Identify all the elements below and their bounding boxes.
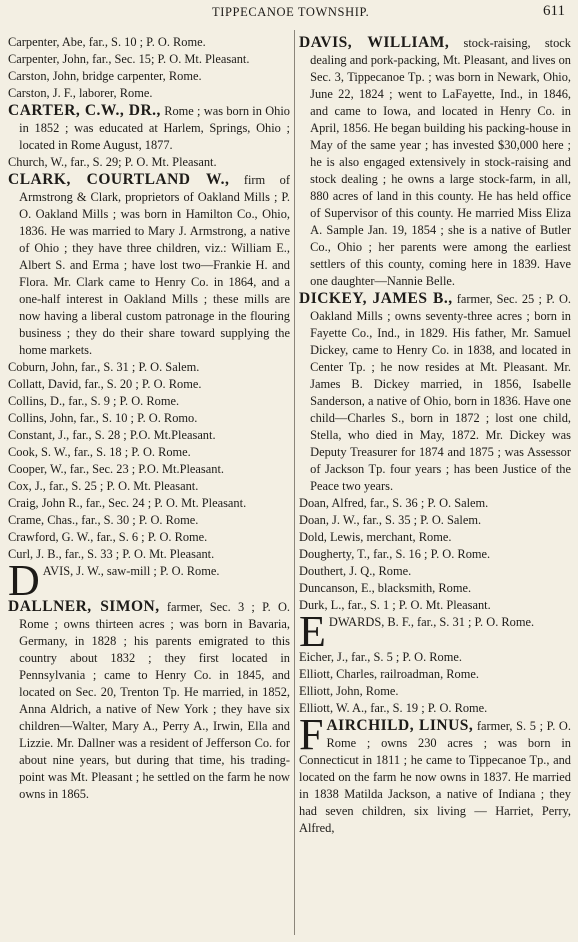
entry-name: AIRCHILD, LINUS, xyxy=(326,717,474,734)
directory-entry: Duncanson, E., blacksmith, Rome. xyxy=(299,581,472,595)
directory-entry: Cox, J., far., S. 25 ; P. O. Mt. Pleasant. xyxy=(8,479,199,493)
directory-entry: Carston, J. F., laborer, Rome. xyxy=(8,86,153,100)
directory-entry: Dougherty, T., far., S. 16 ; P. O. Rome. xyxy=(299,547,491,561)
drop-cap-initial: F xyxy=(299,710,324,759)
biography-entry xyxy=(8,171,290,359)
directory-entry: Doan, J. W., far., S. 35 ; P. O. Salem. xyxy=(299,513,482,527)
directory-entry: Collins, D., far., S. 9 ; P. O. Rome. xyxy=(8,394,180,408)
directory-entry: Dold, Lewis, merchant, Rome. xyxy=(299,530,452,544)
directory-entry: Carpenter, Abe, far., S. 10 ; P. O. Rome. xyxy=(8,35,206,49)
directory-entry: Coburn, John, far., S. 31 ; P. O. Salem. xyxy=(8,360,200,374)
entry-name: DAVIS, WILLIAM, xyxy=(299,34,450,51)
entry-text: DWARDS, B. F., far., S. 31 ; P. O. Rome. xyxy=(328,615,535,629)
directory-entry: Elliott, W. A., far., S. 19 ; P. O. Rome. xyxy=(299,701,488,715)
biography-entry xyxy=(8,598,290,803)
biography-entry xyxy=(299,34,571,290)
entry-text: firm of Armstrong & Clark, proprietors of Oakland Mills ; P. O. Oakland Mills ; was born in Hamilton Co., Ohio, 1836. He was married to Mary J. Armstrong, a native of Ohio ; they have three children, viz.: William E., Albert S. and Erma ; have lost two—Frankie H. and Flora. Mr. Clark came to Henry Co. in 1864, and a one-half interest in Oakland Mills ; these mills are now having a liberal custom patronage in the flouring business ; they do their share toward supplying the home markets. xyxy=(19,173,290,357)
biography-entry xyxy=(8,102,290,154)
entry-name: DICKEY, JAMES B., xyxy=(299,290,453,307)
directory-entry: Constant, J., far., S. 28 ; P.O. Mt.Pleasant. xyxy=(8,428,216,442)
directory-entry: Craig, John R., far., Sec. 24 ; P. O. Mt. Pleasant. xyxy=(8,496,247,510)
directory-entry: Curl, J. B., far., S. 33 ; P. O. Mt. Pleasant. xyxy=(8,547,215,561)
entry-name: CARTER, C.W., DR., xyxy=(8,102,161,119)
entry-text: stock-raising, stock dealing and pork-packing, Mt. Pleasant, and lives on Sec. 3, Tippecanoe Tp. ; was born in Newark, Ohio, June 22, 1824 ; went to LaFayette, Ind., in 1846, and came to Iowa, and located in Henry Co. in April, 1856. He began building his packing-house in May of the same year ; has invested $30,000 here ; he is also engaged extensively in stock-raising and stock dealing ; he owns a large stock-farm, in all, 880 acres of land in this county. He has held office of Supervisor of this county. He married Miss Eliza A. Sample Jan. 19, 1854 ; she is a native of Butler Co., Ohio ; her parents were among the earliest settlers of this county, coming here in 1839. Have one daughter—Nannie Belle. xyxy=(310,36,571,288)
directory-entry: Elliott, Charles, railroadman, Rome. xyxy=(299,667,479,681)
directory-entry: Eicher, J., far., S. 5 ; P. O. Rome. xyxy=(299,650,462,664)
running-title: TIPPECANOE TOWNSHIP. xyxy=(212,5,370,19)
drop-cap-initial: D xyxy=(8,556,40,605)
entry-text: AVIS, J. W., saw-mill ; P. O. Rome. xyxy=(42,564,220,578)
section-initial-entry xyxy=(8,556,290,605)
directory-entry: Cooper, W., far., Sec. 23 ; P.O. Mt.Pleasant. xyxy=(8,462,224,476)
directory-entry: Cook, S. W., far., S. 18 ; P. O. Rome. xyxy=(8,445,191,459)
directory-entry: Collatt, David, far., S. 20 ; P. O. Rome. xyxy=(8,377,202,391)
directory-entry: Durk, L., far., S. 1 ; P. O. Mt. Pleasant. xyxy=(299,598,491,612)
page-number: 611 xyxy=(543,3,565,19)
section-initial-entry xyxy=(299,607,571,656)
directory-entry: Doan, Alfred, far., S. 36 ; P. O. Salem. xyxy=(299,496,489,510)
directory-entry: Church, W., far., S. 29; P. O. Mt. Pleasant. xyxy=(8,155,217,169)
entry-text: Rome ; was born in Ohio in 1852 ; was educated at Harlem, Springs, Ohio ; located in Rome August, 1877. xyxy=(19,104,290,152)
directory-entry: Carston, John, bridge carpenter, Rome. xyxy=(8,69,202,83)
biography-entry xyxy=(299,710,571,837)
directory-entry: Carpenter, John, far., Sec. 15; P. O. Mt. Pleasant. xyxy=(8,52,250,66)
entry-name: CLARK, COURTLAND W., xyxy=(8,171,230,188)
page-header xyxy=(0,0,578,26)
biography-entry xyxy=(299,290,571,495)
left-column xyxy=(8,34,290,803)
right-column xyxy=(299,34,571,837)
directory-entry: Elliott, John, Rome. xyxy=(299,684,399,698)
entry-text: farmer, S. 5 ; P. O. Rome ; owns 230 acres ; was born in Connecticut in 1811 ; he came to Tippecanoe Tp., and located on the farm he now owns in 1837. He married in 1838 Matilda Jackson, a native of Indiana ; they had seven children, six living — Harriet, Perry, Alfred, xyxy=(299,719,571,835)
directory-entry: Douthert, J. Q., Rome. xyxy=(299,564,412,578)
drop-cap-initial: E xyxy=(299,607,326,656)
column-divider xyxy=(294,30,295,935)
entry-name: DALLNER, SIMON, xyxy=(8,598,160,615)
directory-entry: Crawford, G. W., far., S. 6 ; P. O. Rome. xyxy=(8,530,208,544)
directory-entry: Collins, John, far., S. 10 ; P. O. Romo. xyxy=(8,411,198,425)
entry-text: farmer, Sec. 25 ; P. O. Oakland Mills ; owns seventy-three acres ; born in Fayette Co., Ind., in 1829. His father, Mr. Samuel Dickey, came to Henry Co. in 1838, and located in Center Tp. ; he now resides at Mt. Pleasant. Mr. James B. Dickey married, in 1856, Isabelle Sanderson, a native of Ohio, born in 1836. Have one child—Charles S., born in 1872 ; lost one child, Stella, who died in May, 1872. Mr. Dickey was Deputy Treasurer for 1874 and 1875 ; was Assessor of Jackson Tp. four years ; has been Justice of the Peace two years. xyxy=(310,292,571,493)
directory-entry: Crame, Chas., far., S. 30 ; P. O. Rome. xyxy=(8,513,199,527)
entry-text: farmer, Sec. 3 ; P. O. Rome ; owns thirteen acres ; was born in Bavaria, Germany, in 1828 ; his parents emigrated to this country about 1832 ; they first located in Pennsylvania ; came to Henry Co. in 1845, and located on Sec. 20, Trenton Tp. He married, in 1852, Anna Aldrich, a native of New York ; they have six children—Walter, Mary A., Perry A., Irwin, Ella and Lizzie. Mr. Dallner was a resident of Jefferson Co. for about nine years, but during that time, his trading-point was Mt. Pleasant ; he settled on the farm he now owns in 1865. xyxy=(19,600,290,801)
